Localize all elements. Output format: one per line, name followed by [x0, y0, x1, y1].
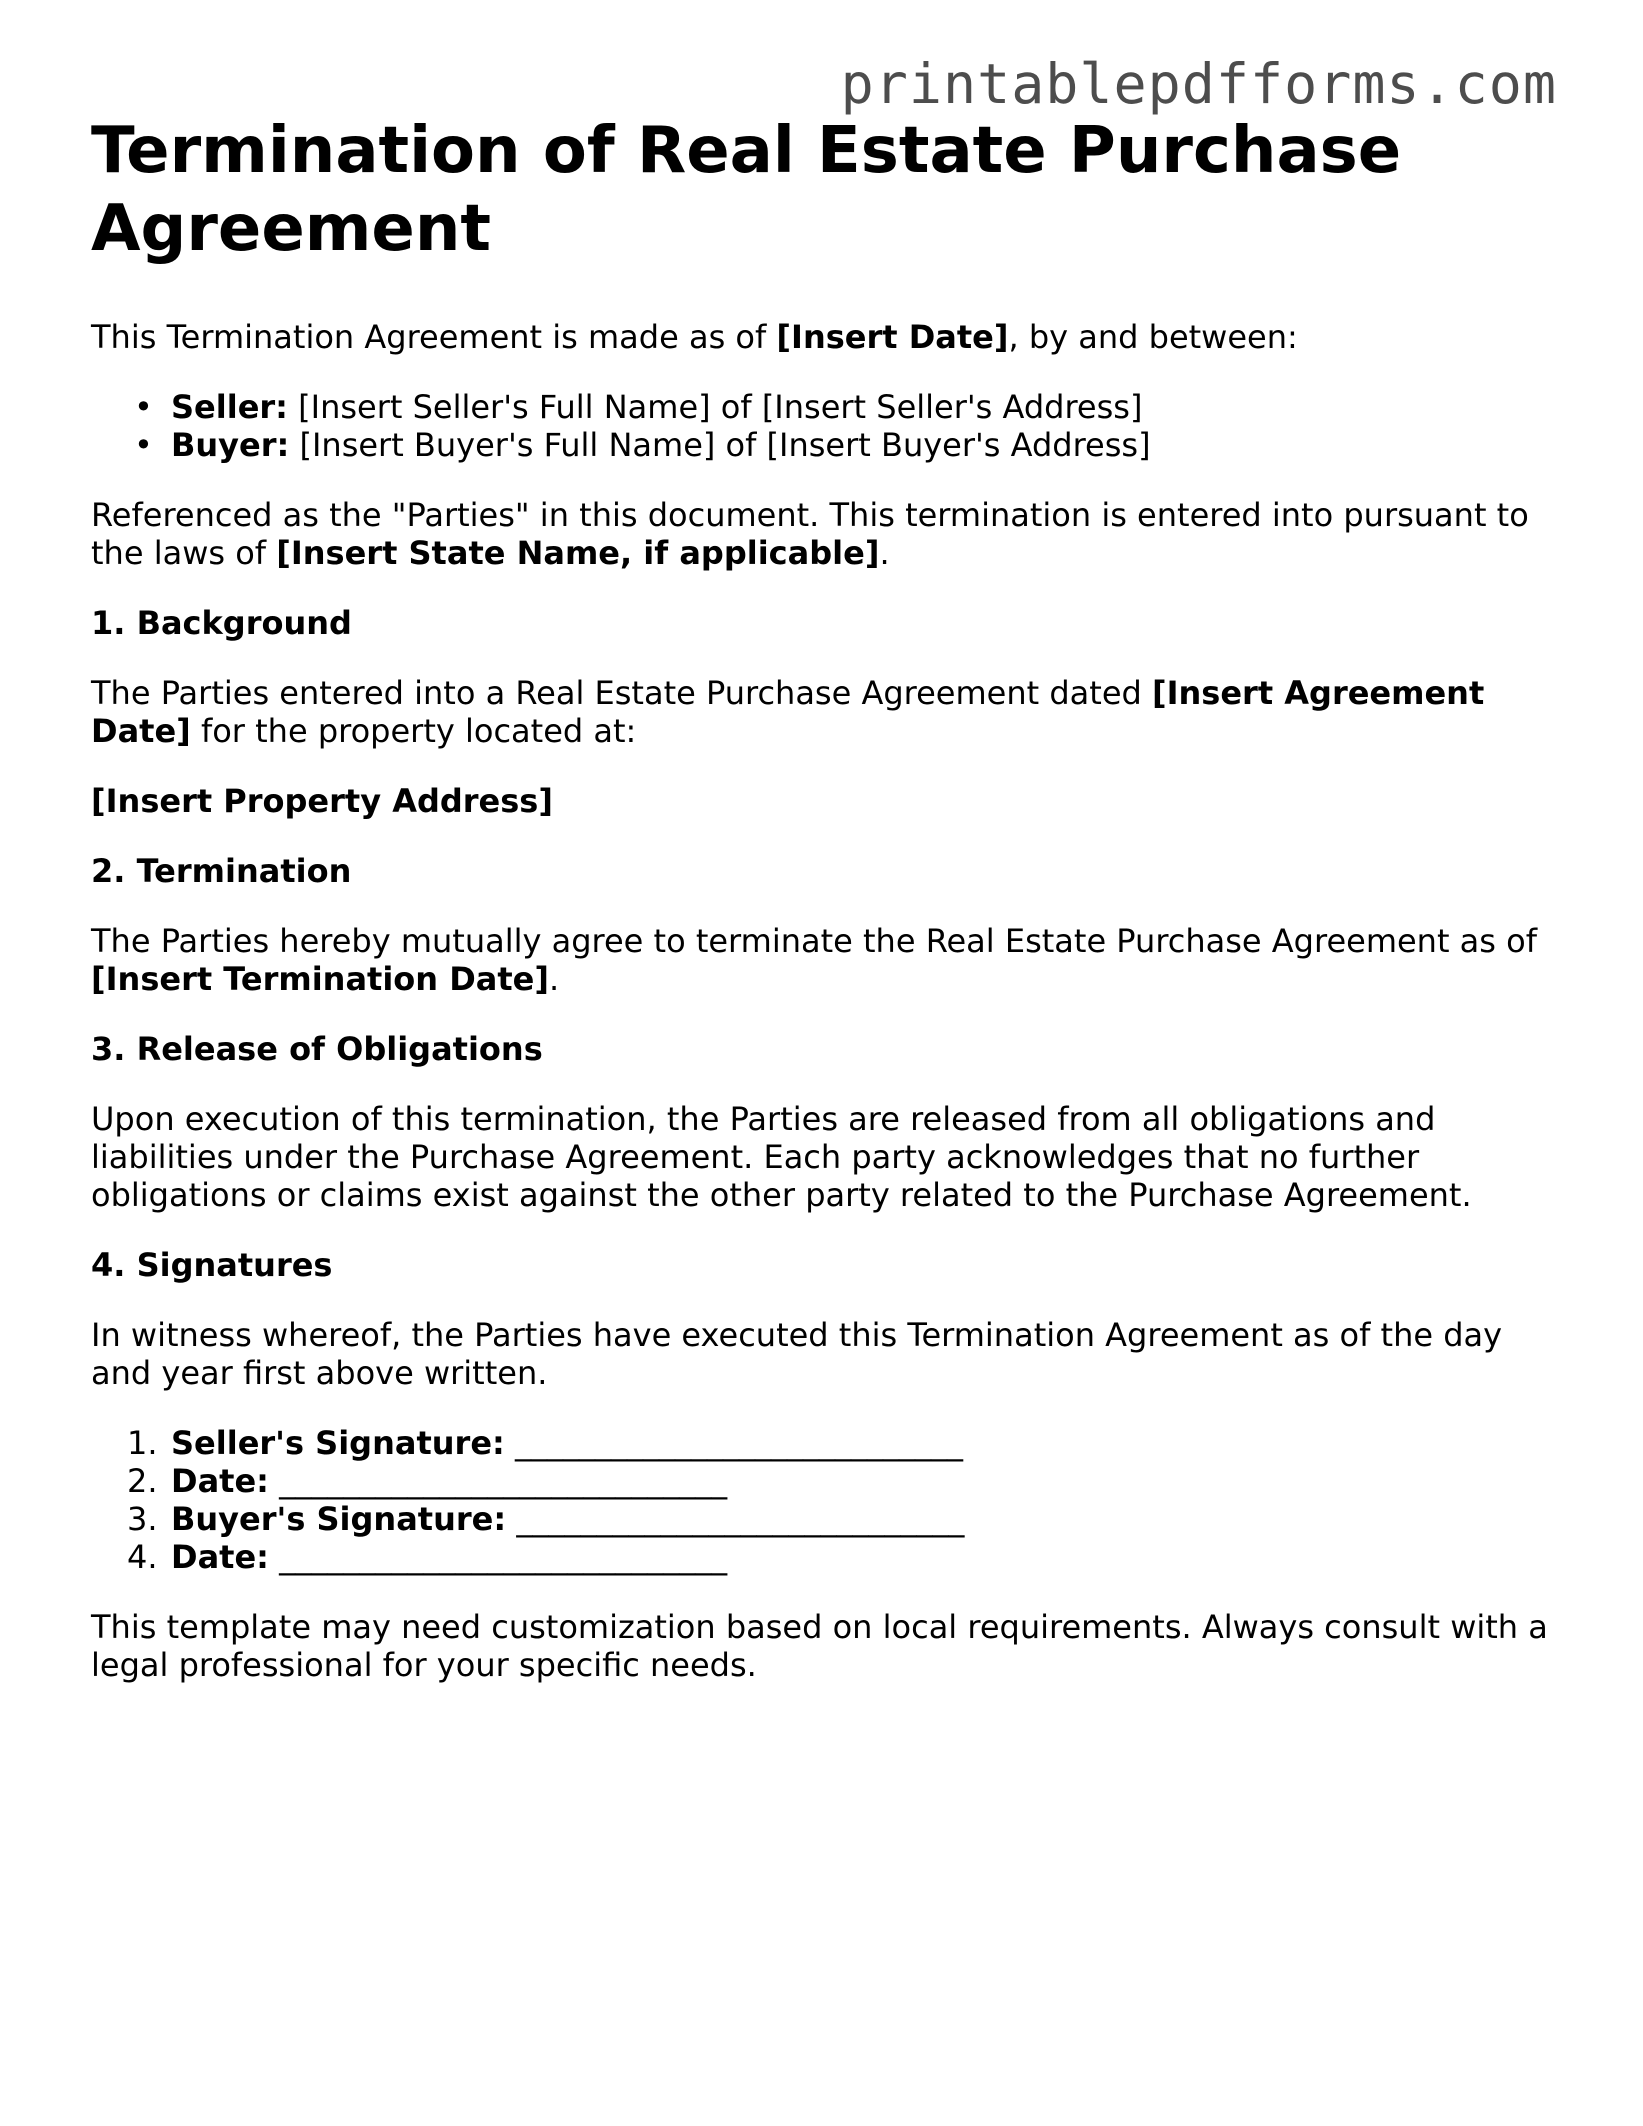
background-suffix: for the property located at: — [190, 712, 637, 750]
party-seller-label: Seller: — [171, 388, 288, 426]
signature-item-seller[interactable] — [127, 1424, 1551, 1462]
signature-item-buyer[interactable] — [127, 1500, 1551, 1538]
document-title: Termination of Real Estate Purchase Agreement — [91, 114, 1402, 266]
signature-item-seller-date[interactable] — [127, 1462, 1551, 1500]
signature-line[interactable]: ____________________________ — [506, 1500, 965, 1538]
referenced-text: Referenced as the "Parties" in this document. This termination is entered into pursuant to the laws of — [91, 496, 1529, 572]
property-address-text: [Insert Property Address] — [91, 782, 553, 820]
signature-list — [91, 1424, 1551, 1576]
background-paragraph — [91, 674, 1551, 750]
date-label: Date: — [171, 1462, 269, 1500]
footer-note: This template may need customization based on local requirements. Always consult with a legal professional for your specific needs. — [91, 1608, 1548, 1684]
date-line[interactable]: ____________________________ — [268, 1538, 728, 1576]
intro-text: This Termination Agreement is made as of — [91, 318, 777, 356]
intro-suffix: , by and between: — [1008, 318, 1298, 356]
intro-paragraph — [91, 318, 1551, 356]
party-buyer-label: Buyer: — [171, 426, 290, 464]
section-heading-release: 3. Release of Obligations — [91, 1030, 543, 1068]
section-heading-termination: 2. Termination — [91, 852, 352, 890]
property-address-placeholder — [91, 782, 1551, 820]
signature-label: Buyer's Signature: — [171, 1500, 507, 1538]
release-paragraph: Upon execution of this termination, the Parties are released from all obligations and liabilities under the Purchase Agreement. Each party acknowledges that no further obligations or claims exist against the other party related to the Purchase Agreement. — [91, 1100, 1472, 1214]
section-heading-signatures: 4. Signatures — [91, 1246, 333, 1284]
section-heading-background: 1. Background — [91, 604, 352, 642]
watermark-site-name: printablepdfforms.com — [840, 52, 1557, 116]
date-label: Date: — [171, 1538, 269, 1576]
date-placeholder: [Insert Date] — [776, 318, 1009, 356]
signature-label: Seller's Signature: — [171, 1424, 505, 1462]
signature-line[interactable]: ____________________________ — [504, 1424, 963, 1462]
termination-date-placeholder: [Insert Termination Date] — [91, 960, 549, 998]
termination-suffix: . — [548, 960, 560, 998]
signature-item-number: 1. — [127, 1424, 158, 1462]
background-text: The Parties entered into a Real Estate Purchase Agreement dated — [91, 674, 1152, 712]
signature-item-number: 3. — [127, 1500, 158, 1538]
document-page — [91, 112, 1551, 1684]
agreement-date-placeholder: [Insert Agreement Date] — [91, 674, 1485, 750]
party-buyer-text: [Insert Buyer's Full Name] of [Insert Buyer's Address] — [289, 426, 1151, 464]
referenced-paragraph — [91, 496, 1551, 572]
signatures-paragraph: In witness whereof, the Parties have executed this Termination Agreement as of the day and year first above written. — [91, 1316, 1503, 1392]
termination-paragraph — [91, 922, 1551, 998]
state-placeholder: [Insert State Name, if applicable] — [276, 534, 880, 572]
signature-item-buyer-date[interactable] — [127, 1538, 1551, 1576]
signature-item-number: 2. — [127, 1462, 158, 1500]
party-seller-text: [Insert Seller's Full Name] of [Insert Seller's Address] — [287, 388, 1143, 426]
parties-list — [91, 388, 1551, 464]
signature-item-number: 4. — [127, 1538, 158, 1576]
party-seller — [171, 388, 1551, 426]
referenced-suffix: . — [879, 534, 890, 572]
party-buyer — [171, 426, 1551, 464]
date-line[interactable]: ____________________________ — [268, 1462, 728, 1500]
termination-text: The Parties hereby mutually agree to terminate the Real Estate Purchase Agreement as of — [91, 922, 1537, 960]
